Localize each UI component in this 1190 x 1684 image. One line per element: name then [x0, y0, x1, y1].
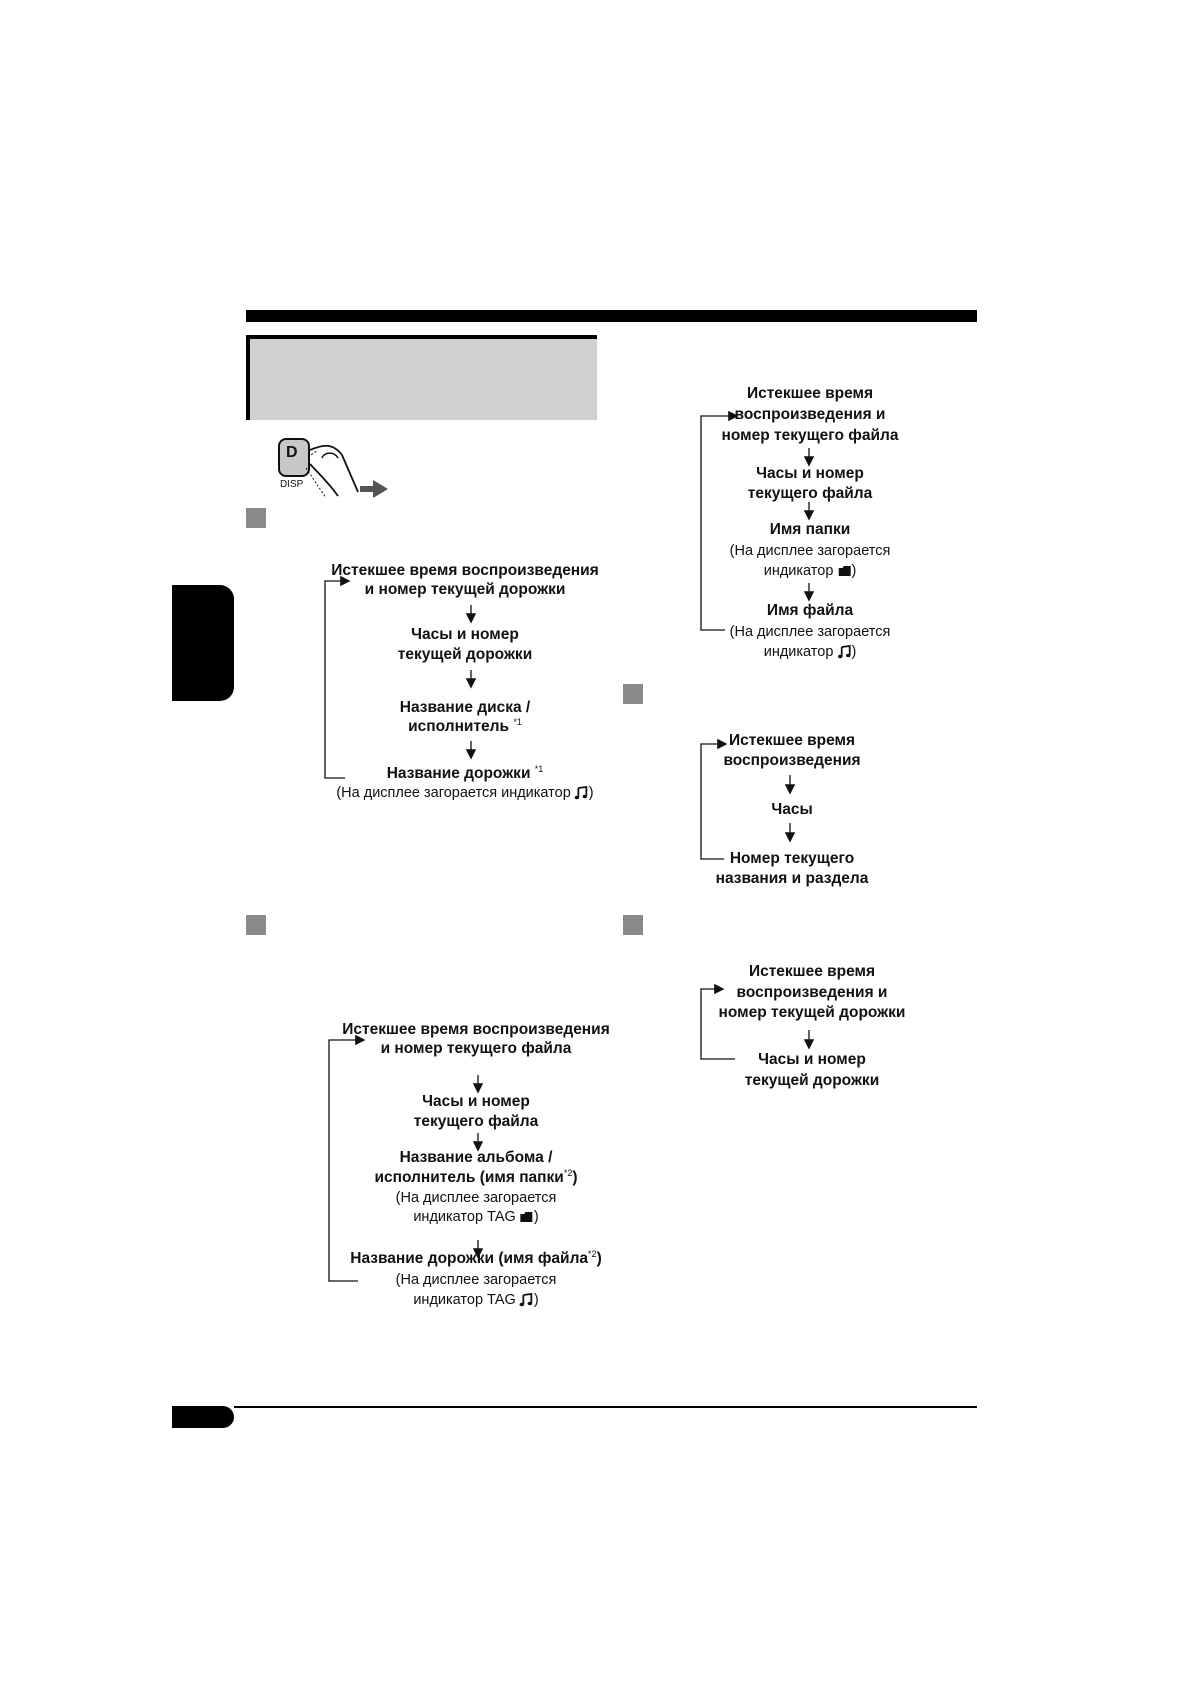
- music-note-icon: [837, 645, 851, 659]
- flow2-step3-line1: Название альбома /: [399, 1149, 553, 1166]
- flow3-step3-note2-text: индикатор: [763, 563, 834, 579]
- footnote-ref: *1: [534, 763, 544, 774]
- flow3-step4-note2: [764, 642, 857, 662]
- flow5-step2-line1: Часы и номер: [758, 1051, 866, 1068]
- flow3-step3-note1: (На дисплее загорается: [729, 543, 891, 559]
- flow3-step1-line2: воспроизведения и: [734, 406, 886, 423]
- close-paren: ): [588, 785, 594, 801]
- close-paren: ): [572, 1169, 578, 1186]
- flow2-step1-line2: и номер текущего файла: [380, 1040, 572, 1057]
- flow2-step3-text: исполнитель (имя папки: [374, 1169, 564, 1186]
- flow2-step3-note1: (На дисплее загорается: [395, 1190, 557, 1206]
- disp-button-letter: D: [286, 444, 298, 461]
- flow2-step3-note2-text: индикатор TAG: [413, 1209, 516, 1225]
- flow2-step4-note2-text: индикатор TAG: [413, 1292, 516, 1308]
- flow4-step3-line1: Номер текущего: [729, 850, 855, 867]
- music-note-icon: [520, 1293, 534, 1307]
- close-paren: ): [533, 1209, 539, 1225]
- close-paren: ): [533, 1292, 539, 1308]
- footnote-ref: *2: [563, 1167, 573, 1178]
- flow3-step1-line3: номер текущего файла: [721, 427, 899, 444]
- flow3-step2-line2: текущего файла: [747, 485, 873, 502]
- flow1-step1-line2: и номер текущей дорожки: [364, 581, 566, 598]
- flow2-step4-line1: [350, 1249, 601, 1269]
- flow1-step4-text: Название дорожки: [386, 765, 531, 782]
- disp-button-caption: DISP: [280, 479, 304, 490]
- flow4-step1-line2: воспроизведения: [723, 752, 861, 769]
- flow1-step4-note: [336, 783, 593, 803]
- flow5-step1-line1: Истекшее время: [748, 963, 876, 980]
- music-note-icon: [575, 786, 589, 800]
- flow2-step1-line1: Истекшее время воспроизведения: [342, 1021, 610, 1038]
- flow2-step2-line2: текущего файла: [413, 1113, 539, 1130]
- flow1-step1-line1: Истекшее время воспроизведения: [331, 562, 599, 579]
- flow4-step2: Часы: [771, 801, 813, 818]
- flow3-step4-line1: Имя файла: [766, 602, 854, 619]
- flow1-step2-line1: Часы и номер: [411, 626, 519, 643]
- close-paren: ): [851, 644, 857, 660]
- flow1-step4-note-text: (На дисплее загорается индикатор: [336, 785, 571, 801]
- flow3-step3-line1: Имя папки: [769, 521, 851, 538]
- flow1-step3-line1: Название диска /: [399, 699, 531, 716]
- flow2-step2-line1: Часы и номер: [422, 1093, 530, 1110]
- flow1-step3-text: исполнитель: [408, 718, 510, 735]
- flow5-step2-line2: текущей дорожки: [744, 1072, 880, 1089]
- flow5-step1-line3: номер текущей дорожки: [718, 1004, 906, 1021]
- folder-icon: [520, 1211, 534, 1223]
- footnote-ref: *1: [513, 716, 522, 727]
- flow2-step4-text: Название дорожки (имя файла: [350, 1250, 589, 1267]
- flow4-step1-line1: Истекшее время: [728, 732, 856, 749]
- flow1-step3-line2: [408, 717, 522, 737]
- flow3-step3-note2: [764, 561, 857, 581]
- flow1-step2-line2: текущей дорожки: [397, 646, 533, 663]
- flow5-step1-line2: воспроизведения и: [736, 984, 888, 1001]
- flow1-step4-line1: [387, 764, 544, 784]
- flow3-step4-note2-text: индикатор: [763, 644, 834, 660]
- close-paren: ): [851, 563, 857, 579]
- flow3-step1-line1: Истекшее время: [746, 385, 874, 402]
- flow2-step4-note2: [413, 1290, 538, 1310]
- flow2-step3-note2: [413, 1207, 538, 1227]
- flow3-step4-note1: (На дисплее загорается: [729, 624, 891, 640]
- flow2-step3-line2: [374, 1168, 577, 1188]
- close-paren: ): [596, 1250, 602, 1267]
- folder-icon: [837, 565, 851, 577]
- flow4-step3-line2: названия и раздела: [715, 870, 869, 887]
- footnote-ref: *2: [588, 1248, 597, 1259]
- flow2-step4-note1: (На дисплее загорается: [395, 1272, 557, 1288]
- flow3-step2-line1: Часы и номер: [756, 465, 864, 482]
